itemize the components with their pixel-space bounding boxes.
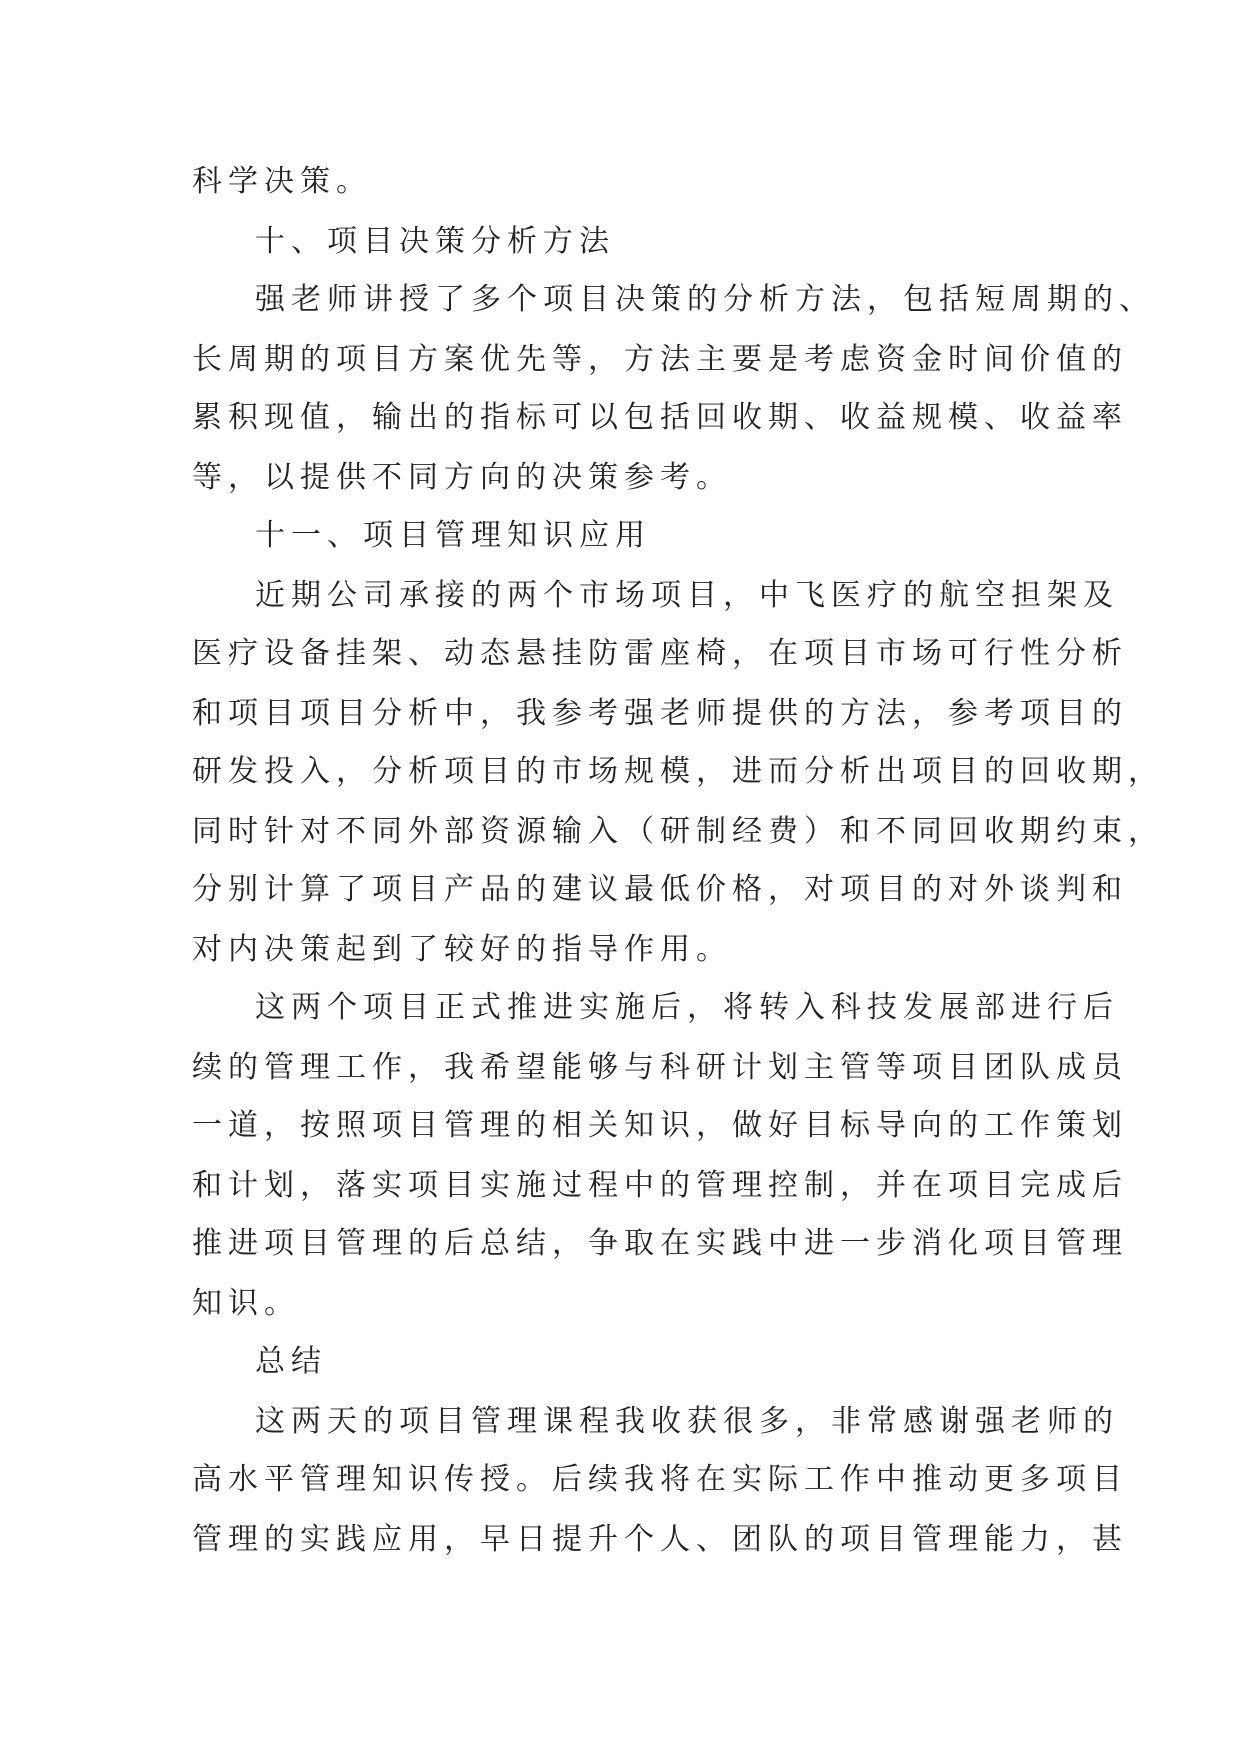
paragraph-line: 强老师讲授了多个项目决策的分析方法，包括短周期的、: [255, 282, 1155, 317]
paragraph-line: 对内决策起到了较好的指导作用。: [192, 932, 732, 967]
section-heading: 十、项目决策分析方法: [255, 224, 615, 259]
paragraph-line: 近期公司承接的两个市场项目，中飞医疗的航空担架及: [255, 578, 1119, 613]
paragraph-line: 和计划，落实项目实施过程中的管理控制，并在项目完成后: [192, 1168, 1128, 1203]
paragraph-line: 同时针对不同外部资源输入（研制经费）和不同回收期约束，: [192, 814, 1164, 849]
paragraph-line: 和项目项目分析中，我参考强老师提供的方法，参考项目的: [192, 696, 1128, 731]
section-heading: 总结: [255, 1344, 327, 1379]
paragraph-line: 一道，按照项目管理的相关知识，做好目标导向的工作策划: [192, 1108, 1128, 1143]
paragraph-line: 科学决策。: [192, 164, 372, 199]
paragraph-line: 这两个项目正式推进实施后，将转入科技发展部进行后: [255, 990, 1119, 1025]
paragraph-line: 管理的实践应用，早日提升个人、团队的项目管理能力，甚: [192, 1522, 1128, 1557]
section-heading: 十一、项目管理知识应用: [255, 518, 651, 553]
paragraph-line: 知识。: [192, 1286, 300, 1321]
paragraph-line: 高水平管理知识传授。后续我将在实际工作中推动更多项目: [192, 1462, 1128, 1497]
paragraph-line: 续的管理工作，我希望能够与科研计划主管等项目团队成员: [192, 1050, 1128, 1085]
paragraph-line: 等，以提供不同方向的决策参考。: [192, 460, 732, 495]
paragraph-line: 分别计算了项目产品的建议最低价格，对项目的对外谈判和: [192, 872, 1128, 907]
paragraph-line: 医疗设备挂架、动态悬挂防雷座椅，在项目市场可行性分析: [192, 636, 1128, 671]
paragraph-line: 长周期的项目方案优先等，方法主要是考虑资金时间价值的: [192, 342, 1128, 377]
paragraph-line: 研发投入，分析项目的市场规模，进而分析出项目的回收期，: [192, 754, 1164, 789]
paragraph-line: 这两天的项目管理课程我收获很多，非常感谢强老师的: [255, 1404, 1119, 1439]
paragraph-line: 累积现值，输出的指标可以包括回收期、收益规模、收益率: [192, 400, 1128, 435]
paragraph-line: 推进项目管理的后总结，争取在实践中进一步消化项目管理: [192, 1226, 1128, 1261]
